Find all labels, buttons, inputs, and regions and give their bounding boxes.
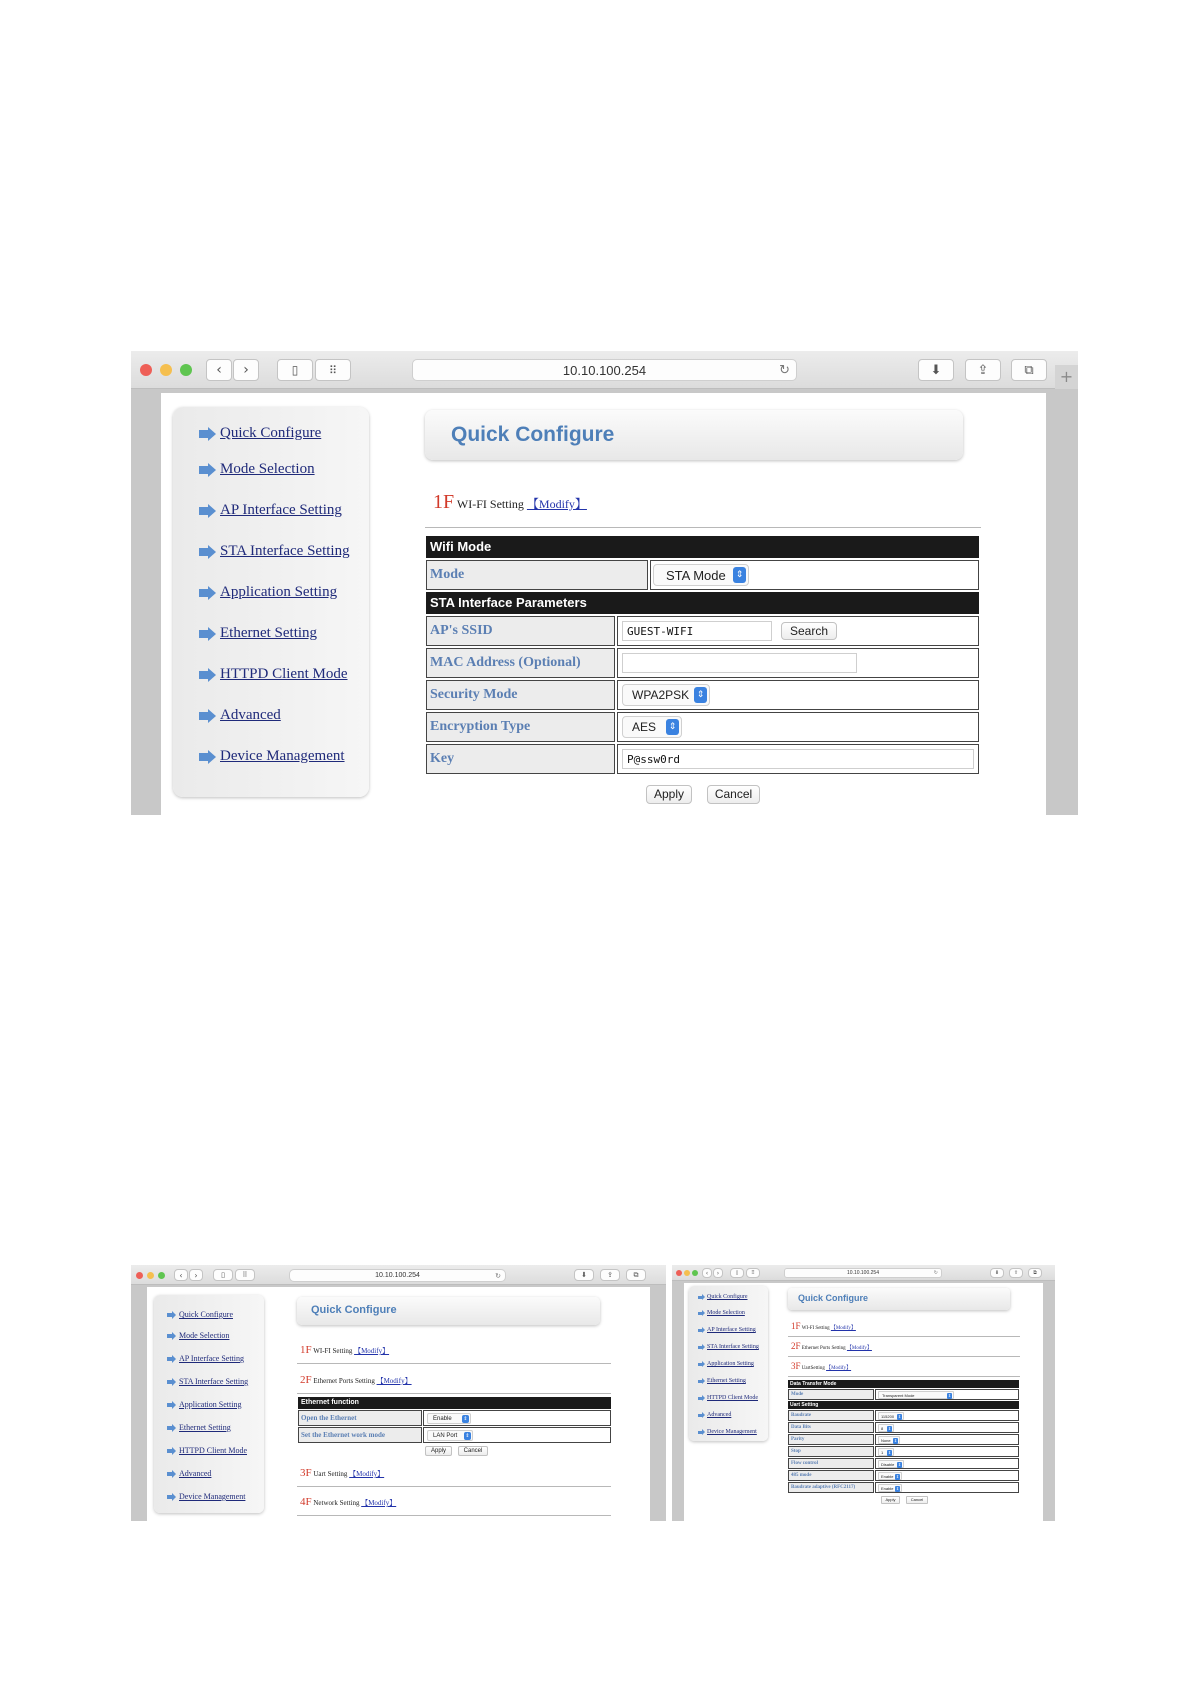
485-mode-select[interactable]: Enable ⇕	[878, 1472, 902, 1480]
download-icon[interactable]: ⬇	[574, 1269, 594, 1281]
arrow-head-icon	[702, 1294, 705, 1300]
arrow-right-icon	[199, 507, 208, 515]
divider	[297, 1486, 611, 1487]
back-icon[interactable]: ‹	[174, 1269, 188, 1281]
flow-control-cell	[875, 1458, 1019, 1469]
arrow-right-icon	[199, 466, 208, 474]
sidebar-item-ethernet[interactable]	[698, 1378, 746, 1384]
grid-icon[interactable]: ⠿	[746, 1268, 760, 1278]
mac-label: MAC Address (Optional)	[426, 648, 615, 678]
divider	[788, 1356, 1020, 1357]
step-label: WI-FI Setting	[313, 1347, 353, 1355]
step-network-setting	[300, 1496, 396, 1508]
new-tab-icon[interactable]: +	[1055, 365, 1078, 389]
modify-link[interactable]: 【Modify】	[526, 497, 587, 511]
arrow-right-icon	[199, 712, 208, 720]
security-mode-cell	[617, 680, 979, 710]
arrow-head-icon	[208, 627, 216, 641]
arrow-head-icon	[702, 1378, 705, 1384]
section-title: Ethernet function	[301, 1399, 359, 1406]
select-arrow-icon: ⇕	[895, 1486, 900, 1491]
sidebar-item-ap-interface[interactable]	[167, 1354, 244, 1363]
security-mode-select[interactable]: WPA2PSK ⇕	[622, 684, 710, 706]
step-ethernet-ports-setting	[791, 1341, 872, 1351]
select-arrow-icon: ⇕	[465, 1433, 470, 1439]
section-header-ethernet-function	[298, 1397, 611, 1409]
cancel-button[interactable]: Cancel	[458, 1446, 488, 1456]
sidebar-item-ethernet[interactable]	[199, 625, 317, 642]
step-label: Ethernet Ports Setting	[801, 1346, 846, 1351]
sidebar-item-label: AP Interface Setting	[707, 1327, 756, 1333]
arrow-head-icon	[702, 1361, 705, 1367]
zoom-window-button[interactable]	[180, 364, 192, 376]
back-icon[interactable]: ‹	[702, 1268, 712, 1278]
address-bar[interactable]	[784, 1268, 942, 1278]
baudrate-adaptive-cell	[875, 1482, 1019, 1493]
arrow-head-icon	[172, 1493, 176, 1501]
step-label: WI-FI Setting	[801, 1326, 830, 1331]
sidebar-item-label: Ethernet Setting	[179, 1423, 231, 1432]
step-number: 2F	[791, 1341, 801, 1351]
cancel-button[interactable]: Cancel	[707, 785, 760, 804]
sidebar-item-httpd-client[interactable]	[199, 666, 348, 683]
open-ethernet-cell	[423, 1410, 611, 1426]
close-window-button[interactable]	[140, 364, 152, 376]
url-text: 10.10.100.254	[847, 1270, 879, 1276]
sidebar-nav	[173, 407, 369, 797]
sidebar-item-device-management[interactable]	[167, 1492, 245, 1501]
modify-link[interactable]: 【Modify】	[349, 1470, 385, 1478]
data-bits-select[interactable]: 8 ⇕	[878, 1424, 894, 1432]
reload-icon[interactable]: ↻	[779, 363, 790, 378]
modify-link[interactable]: 【Modify】	[846, 1346, 872, 1351]
section-title: Uart Setting	[790, 1402, 819, 1408]
arrow-right-icon	[199, 630, 208, 638]
share-icon[interactable]: ⇪	[600, 1269, 620, 1281]
parity-cell	[875, 1434, 1019, 1445]
baudrate-select[interactable]: 115200 ⇕	[878, 1412, 904, 1420]
sidebar-item-sta-interface[interactable]	[167, 1377, 248, 1386]
arrow-right-icon	[199, 548, 208, 556]
encryption-type-select[interactable]: AES ⇕	[622, 716, 682, 738]
sidebar-item-label: Application Setting	[707, 1361, 754, 1367]
step-label: UartSetting	[801, 1366, 825, 1371]
modify-link[interactable]: 【Modify】	[830, 1326, 856, 1331]
sidebar-item-label: Application Setting	[220, 584, 338, 600]
baudrate-cell	[875, 1410, 1019, 1421]
arrow-head-icon	[208, 504, 216, 518]
baudrate-adaptive-label: Baudrate adaptive (RFC2117)	[788, 1482, 874, 1493]
minimize-window-button[interactable]	[147, 1272, 154, 1279]
apply-button[interactable]: Apply	[881, 1496, 900, 1504]
ethernet-work-mode-cell	[423, 1427, 611, 1443]
modify-link[interactable]: 【Modify】	[826, 1366, 852, 1371]
step-number: 3F	[791, 1361, 801, 1371]
select-arrow-icon: ⇕	[895, 1474, 900, 1479]
forward-icon[interactable]: ›	[713, 1268, 723, 1278]
arrow-head-icon	[702, 1310, 705, 1316]
modify-link[interactable]: 【Modify】	[376, 1377, 412, 1385]
sidebar-item-httpd-client[interactable]	[167, 1446, 247, 1455]
section-title: STA Interface Parameters	[430, 595, 587, 610]
divider	[425, 527, 981, 528]
url-text: 10.10.100.254	[562, 363, 647, 378]
mac-cell	[617, 648, 979, 678]
browser-window-uart	[672, 1265, 1055, 1521]
key-cell	[617, 744, 979, 774]
select-arrow-icon: ⇕	[947, 1393, 952, 1398]
arrow-head-icon	[172, 1447, 176, 1455]
browser-toolbar	[131, 351, 1078, 389]
sidebar-item-label: STA Interface Setting	[707, 1344, 759, 1350]
stop-label: Stop	[788, 1446, 874, 1457]
sidebar-item-advanced[interactable]	[199, 707, 281, 724]
arrow-head-icon	[702, 1429, 705, 1435]
sidebar-item-label: Ethernet Setting	[707, 1378, 746, 1384]
ssid-label: AP's SSID	[426, 616, 615, 646]
select-arrow-icon: ⇕	[694, 687, 707, 703]
step-number: 3F	[300, 1467, 312, 1479]
search-button[interactable]: Search	[781, 622, 837, 640]
sidebar-item-httpd-client[interactable]	[698, 1395, 758, 1401]
flow-control-label: Flow control	[788, 1458, 874, 1469]
forward-icon[interactable]: ›	[233, 359, 259, 381]
arrow-right-icon	[199, 671, 208, 679]
sidebar-item-ethernet[interactable]	[167, 1423, 231, 1432]
cancel-button[interactable]: Cancel	[906, 1496, 928, 1504]
section-header-wifi-mode	[426, 536, 979, 558]
sidebar-item-label: Ethernet Setting	[220, 625, 318, 641]
sidebar-item-advanced[interactable]	[698, 1412, 731, 1418]
sidebar-item-ap-interface[interactable]	[698, 1327, 756, 1333]
mode-cell	[650, 560, 979, 590]
sidebar-item-application[interactable]	[199, 584, 337, 601]
divider	[297, 1363, 611, 1364]
browser-window-ethernet	[131, 1265, 666, 1521]
forward-icon[interactable]: ›	[189, 1269, 203, 1281]
sidebar-item-advanced[interactable]	[167, 1469, 211, 1478]
arrow-head-icon	[208, 545, 216, 559]
tabs-icon[interactable]: ⧉	[1011, 359, 1047, 381]
step-uart-setting	[300, 1467, 384, 1479]
section-title: Data Transfer Mode	[790, 1381, 837, 1387]
arrow-right-icon	[199, 430, 208, 438]
step-number: 1F	[300, 1344, 312, 1356]
step-number: 4F	[300, 1496, 312, 1508]
back-icon[interactable]: ‹	[206, 359, 232, 381]
sidebar-item-label: Mode Selection	[707, 1310, 745, 1316]
minimize-window-button[interactable]	[160, 364, 172, 376]
zoom-window-button[interactable]	[692, 1270, 698, 1276]
sidebar-item-application[interactable]	[167, 1400, 241, 1409]
select-arrow-icon: ⇕	[887, 1426, 892, 1431]
section-title: Wifi Mode	[430, 539, 492, 554]
grid-icon[interactable]: ⠿	[235, 1269, 255, 1281]
web-page	[161, 393, 1046, 815]
arrow-head-icon	[208, 750, 216, 764]
download-icon[interactable]: ⬇	[990, 1268, 1004, 1278]
ssid-cell	[617, 616, 979, 646]
step-label: Ethernet Ports Setting	[313, 1377, 375, 1385]
grid-icon[interactable]: ⠿	[315, 359, 351, 381]
step-number: 2F	[300, 1374, 312, 1386]
select-arrow-icon: ⇕	[666, 719, 679, 735]
arrow-head-icon	[172, 1311, 176, 1319]
step-number: 1F	[791, 1321, 801, 1331]
485-mode-cell	[875, 1470, 1019, 1481]
address-bar[interactable]	[412, 359, 797, 381]
parity-label: Parity	[788, 1434, 874, 1445]
sidebar-item-label: STA Interface Setting	[220, 543, 350, 559]
sidebar-item-label: Quick Configure	[707, 1294, 748, 1300]
arrow-head-icon	[172, 1470, 176, 1478]
close-window-button[interactable]	[136, 1272, 143, 1279]
arrow-head-icon	[208, 586, 216, 600]
sidebar-item-device-management[interactable]	[698, 1429, 757, 1435]
sidebar-item-label: STA Interface Setting	[179, 1377, 249, 1386]
sidebar-item-quick-configure[interactable]	[167, 1310, 233, 1319]
close-window-button[interactable]	[676, 1270, 682, 1276]
mac-address-input[interactable]	[622, 653, 857, 673]
sidebar-item-sta-interface[interactable]	[199, 543, 350, 560]
sidebar-item-label: Advanced	[220, 707, 281, 723]
wifi-mode-select[interactable]: STA Mode ⇕	[653, 564, 749, 586]
data-bits-label: Data Bits	[788, 1422, 874, 1433]
reload-icon[interactable]: ↻	[495, 1272, 501, 1280]
section-header-sta-parameters	[426, 592, 979, 614]
minimize-window-button[interactable]	[684, 1270, 690, 1276]
page-title-box	[297, 1297, 600, 1325]
select-arrow-icon: ⇕	[897, 1462, 902, 1467]
modify-link[interactable]: 【Modify】	[354, 1347, 390, 1355]
ethernet-work-mode-select[interactable]: LAN Port ⇕	[427, 1430, 473, 1441]
data-bits-cell	[875, 1422, 1019, 1433]
modify-link[interactable]: 【Modify】	[361, 1499, 397, 1507]
arrow-head-icon	[702, 1412, 705, 1418]
page-title: Quick Configure	[798, 1293, 869, 1303]
step-wifi-setting	[300, 1344, 389, 1356]
arrow-head-icon	[208, 463, 216, 477]
stop-cell	[875, 1446, 1019, 1457]
page-title-box	[788, 1288, 1010, 1310]
arrow-head-icon	[702, 1344, 705, 1350]
sidebar-item-quick-configure[interactable]	[199, 425, 321, 442]
sidebar-item-label: Device Management	[220, 748, 345, 764]
apply-button[interactable]: Apply	[425, 1446, 452, 1456]
divider	[788, 1376, 1020, 1377]
step-wifi-setting	[791, 1321, 856, 1331]
step-label: Uart Setting	[313, 1470, 348, 1478]
share-icon[interactable]: ⇪	[1009, 1268, 1023, 1278]
key-input[interactable]: P@ssw0rd	[622, 749, 974, 769]
arrow-head-icon	[208, 709, 216, 723]
485-mode-label: 485 mode	[788, 1470, 874, 1481]
sidebar-item-ap-interface[interactable]	[199, 502, 342, 519]
arrow-right-icon	[199, 753, 208, 761]
divider	[788, 1336, 1020, 1337]
divider	[297, 1393, 611, 1394]
sidebar-item-label: AP Interface Setting	[220, 502, 342, 518]
select-arrow-icon: ⇕	[463, 1416, 468, 1422]
ssid-input[interactable]: GUEST-WIFI	[622, 621, 772, 641]
sidebar-item-quick-configure[interactable]	[698, 1294, 748, 1300]
share-icon[interactable]: ⇪	[965, 359, 1001, 381]
open-ethernet-label: Open the Ethernet	[298, 1410, 422, 1426]
browser-window-wifi	[131, 351, 1078, 815]
sidebar-item-label: AP Interface Setting	[179, 1354, 245, 1363]
browser-toolbar	[672, 1265, 1055, 1281]
sidebar-item-mode-selection[interactable]	[698, 1310, 745, 1316]
sidebar-icon[interactable]: ▯	[730, 1268, 744, 1278]
sidebar-item-device-management[interactable]	[199, 748, 345, 765]
sidebar-icon[interactable]: ▯	[213, 1269, 233, 1281]
sidebar-item-label: Device Management	[179, 1492, 246, 1501]
arrow-head-icon	[172, 1378, 176, 1386]
browser-toolbar	[131, 1265, 666, 1285]
encryption-type-label: Encryption Type	[426, 712, 615, 742]
step-label: Network Setting	[313, 1499, 360, 1507]
flow-control-select[interactable]: Disable ⇕	[878, 1460, 904, 1468]
arrow-head-icon	[208, 427, 216, 441]
sidebar-item-mode-selection[interactable]	[167, 1331, 229, 1340]
transfer-mode-select[interactable]: Transparent Mode ⇕	[878, 1391, 954, 1399]
parity-select[interactable]: None ⇕	[878, 1436, 900, 1444]
sidebar-item-label: Advanced	[179, 1469, 212, 1478]
transfer-mode-cell	[875, 1389, 1019, 1400]
step-uart-setting	[791, 1361, 851, 1371]
page-title: Quick Configure	[311, 1304, 397, 1316]
page-title: Quick Configure	[451, 423, 615, 446]
security-mode-label: Security Mode	[426, 680, 615, 710]
arrow-head-icon	[702, 1395, 705, 1401]
sidebar-item-label: Application Setting	[179, 1400, 242, 1409]
divider	[297, 1515, 611, 1516]
step-ethernet-ports-setting	[300, 1374, 412, 1386]
open-ethernet-select[interactable]: Enable ⇕	[427, 1413, 471, 1424]
step-label: WI-FI Setting	[456, 497, 524, 511]
sidebar-item-label: Quick Configure	[179, 1310, 233, 1319]
key-label: Key	[426, 744, 615, 774]
tabs-icon[interactable]: ⧉	[626, 1269, 646, 1281]
apply-button[interactable]: Apply	[646, 785, 692, 804]
ethernet-work-mode-label: Set the Ethernet work mode	[298, 1427, 422, 1443]
section-header-uart-setting	[788, 1401, 1019, 1409]
sidebar-item-label: Quick Configure	[220, 425, 322, 441]
sidebar-item-label: Advanced	[707, 1412, 732, 1418]
arrow-head-icon	[172, 1355, 176, 1363]
web-page	[684, 1283, 1043, 1521]
sidebar-item-label: Device Management	[707, 1429, 757, 1435]
reload-icon[interactable]: ↻	[933, 1270, 938, 1276]
arrow-head-icon	[702, 1327, 705, 1333]
arrow-head-icon	[208, 668, 216, 682]
zoom-window-button[interactable]	[158, 1272, 165, 1279]
sidebar-item-label: HTTPD Client Mode	[707, 1395, 758, 1401]
arrow-head-icon	[172, 1401, 176, 1409]
encryption-type-cell	[617, 712, 979, 742]
section-header-data-transfer-mode	[788, 1380, 1019, 1388]
select-arrow-icon: ⇕	[887, 1450, 892, 1455]
sidebar-item-mode-selection[interactable]	[199, 461, 315, 478]
sidebar-item-label: Mode Selection	[220, 461, 315, 477]
baudrate-label: Baudrate	[788, 1410, 874, 1421]
step-wifi-setting	[433, 491, 587, 514]
sidebar-item-sta-interface[interactable]	[698, 1344, 759, 1350]
select-arrow-icon: ⇕	[897, 1414, 902, 1419]
download-icon[interactable]: ⬇	[918, 359, 954, 381]
arrow-head-icon	[172, 1332, 176, 1340]
transfer-mode-label: Mode	[788, 1389, 874, 1400]
sidebar-icon[interactable]: ▯	[277, 359, 313, 381]
url-text: 10.10.100.254	[375, 1272, 420, 1279]
baudrate-adaptive-select[interactable]: Enable ⇕	[878, 1484, 902, 1492]
step-number: 1F	[433, 491, 455, 513]
address-bar[interactable]	[289, 1269, 506, 1282]
select-arrow-icon: ⇕	[733, 567, 746, 583]
select-arrow-icon: ⇕	[893, 1438, 898, 1443]
stop-select[interactable]: 1 ⇕	[878, 1448, 894, 1456]
sidebar-nav	[154, 1295, 264, 1513]
arrow-right-icon	[199, 589, 208, 597]
arrow-head-icon	[172, 1424, 176, 1432]
mode-label: Mode	[426, 560, 648, 590]
sidebar-nav	[689, 1286, 768, 1441]
sidebar-item-application[interactable]	[698, 1361, 754, 1367]
page-title-box	[425, 410, 963, 460]
web-page	[147, 1287, 650, 1521]
sidebar-item-label: HTTPD Client Mode	[179, 1446, 247, 1455]
sidebar-item-label: Mode Selection	[179, 1331, 230, 1340]
tabs-icon[interactable]: ⧉	[1028, 1268, 1042, 1278]
sidebar-item-label: HTTPD Client Mode	[220, 666, 348, 682]
